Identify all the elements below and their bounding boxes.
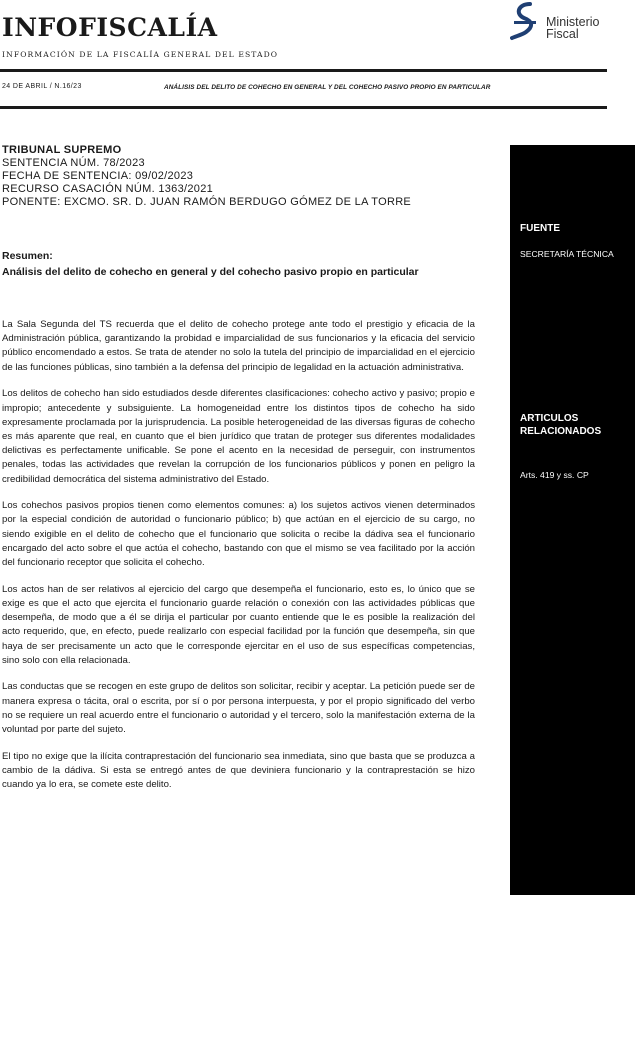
articulos-label xyxy=(520,412,601,438)
court-info xyxy=(2,144,411,209)
masthead-subtitle: INFORMACIÓN DE LA FISCALÍA GENERAL DEL ESTADO xyxy=(2,50,279,59)
masthead-title: INFOFISCALÍA xyxy=(2,13,218,42)
sentencia-number: SENTENCIA NÚM. 78/2023 xyxy=(2,157,145,169)
sentencia-date: FECHA DE SENTENCIA: 09/02/2023 xyxy=(2,170,194,182)
article-body xyxy=(2,318,475,805)
articulos-label-line1: ARTICULOS xyxy=(520,413,579,424)
ministerio-fiscal-emblem-icon xyxy=(510,2,544,44)
fuente-label: FUENTE xyxy=(520,223,560,234)
articulos-label-line2: RELACIONADOS xyxy=(520,426,602,437)
ministerio-fiscal-logo xyxy=(510,2,610,44)
logo-text-line1: Ministerio xyxy=(546,15,600,29)
logo-text-line2: Fiscal xyxy=(546,27,579,41)
paragraph: Los cohechos pasivos propios tienen como elementos comunes: a) los sujetos activos vienen determinados por la especial condición de autoridad o funcionario público; b) que actúan en el ejercicio de su cargo, no siendo exigible en el delito de cohecho que el funcionario que solicita o recibe la dádiva sea el funcionario encargado del acto sobre el que actúa el cohecho, bastando con que el mismo se vea facilitado por la acción del funcionario receptor que solicita el cohecho. xyxy=(2,500,475,569)
articulos-value: Arts. 419 y ss. CP xyxy=(520,470,589,480)
paragraph: Las conductas que se recogen en este grupo de delitos son solicitar, recibir y aceptar. La petición puede ser de manera expresa o tácita, oral o escrita, por sí o por persona interpuesta, y por el propio significado del verbo no se requiere un real acuerdo entre el funcionario o autoridad y el tercero, solo la manifestación externa de la voluntad por parte del sujeto. xyxy=(2,681,475,736)
paragraph: Los actos han de ser relativos al ejercicio del cargo que desempeña el funcionario, esto es, lo único que se exige es que el acto que ejercita el funcionario guarde relación o conexión con las actividades públicas que desempeña, de modo que a él se dirija el particular por cuanto entiende que le es posible la realización del acto requerido, que, en efecto, puede realizarlo con especial facilidad por la función que desempeña, sin que haya de ser precisamente un acto que le corresponde ejercitar en el uso de sus específicas competencias, sino solo con ella relacionada. xyxy=(2,583,475,666)
paragraph: El tipo no exige que la ilícita contraprestación del funcionario sea inmediata, sino que basta que se produzca a cambio de la dádiva. Si esta se entregó antes de que deviniera funcionario y la contraprestación se hizo cuando ya lo era, se comete este delito. xyxy=(2,750,475,791)
sidebar xyxy=(510,145,635,895)
paragraph: Los delitos de cohecho han sido estudiados desde diferentes clasificaciones: cohecho activo y pasivo; propio e impropio; antecedente y subsiguiente. La homogeneidad entre los distintos tipos de cohecho ha sido expresamente proclamada por la jurisprudencia. La posible heterogeneidad de las diversas figuras de cohecho es más aparente que real, en cuanto que el bien jurídico que tratan de proteger sus diferentes modalidades delictivas es perfectamente unificable. Se pone el acento en la necesidad de perseguir, con instrumentos penales, todas las actividades que revelan la corrupción de los funcionarios públicos y ponen en peligro la credibilidad democrática del sistema administrativo del Estado. xyxy=(2,388,475,485)
issue-dateline: 24 DE ABRIL / N.16/23 xyxy=(2,83,82,90)
fuente-value: SECRETARÍA TÉCNICA xyxy=(520,249,614,259)
paragraph: La Sala Segunda del TS recuerda que el delito de cohecho protege ante todo el prestigio y eficacia de la Administración pública, garantizando la probidad e imparcialidad de sus funcionarios y la eficacia del servicio público encomendado a estos. Se trata de atender no solo la tutela del principio de imparcialidad en el ejercicio de las funciones públicas, sino también a la defensa del principio de legalidad en la actuación administrativa. xyxy=(2,319,475,373)
header-rule-top xyxy=(0,69,607,72)
ponente: PONENTE: EXCMO. SR. D. JUAN RAMÓN BERDUGO GÓMEZ DE LA TORRE xyxy=(2,196,412,208)
court-name: TRIBUNAL SUPREMO xyxy=(2,144,122,156)
recurso-number: RECURSO CASACIÓN NÚM. 1363/2021 xyxy=(2,183,214,195)
summary-title: Análisis del delito de cohecho en general y del cohecho pasivo propio en particular xyxy=(2,266,419,278)
summary-label: Resumen: xyxy=(2,250,53,262)
issue-headline: ANÁLISIS DEL DELITO DE COHECHO EN GENERAL Y DEL COHECHO PASIVO PROPIO EN PARTICULAR xyxy=(164,84,491,91)
header-rule-bottom xyxy=(0,106,607,109)
